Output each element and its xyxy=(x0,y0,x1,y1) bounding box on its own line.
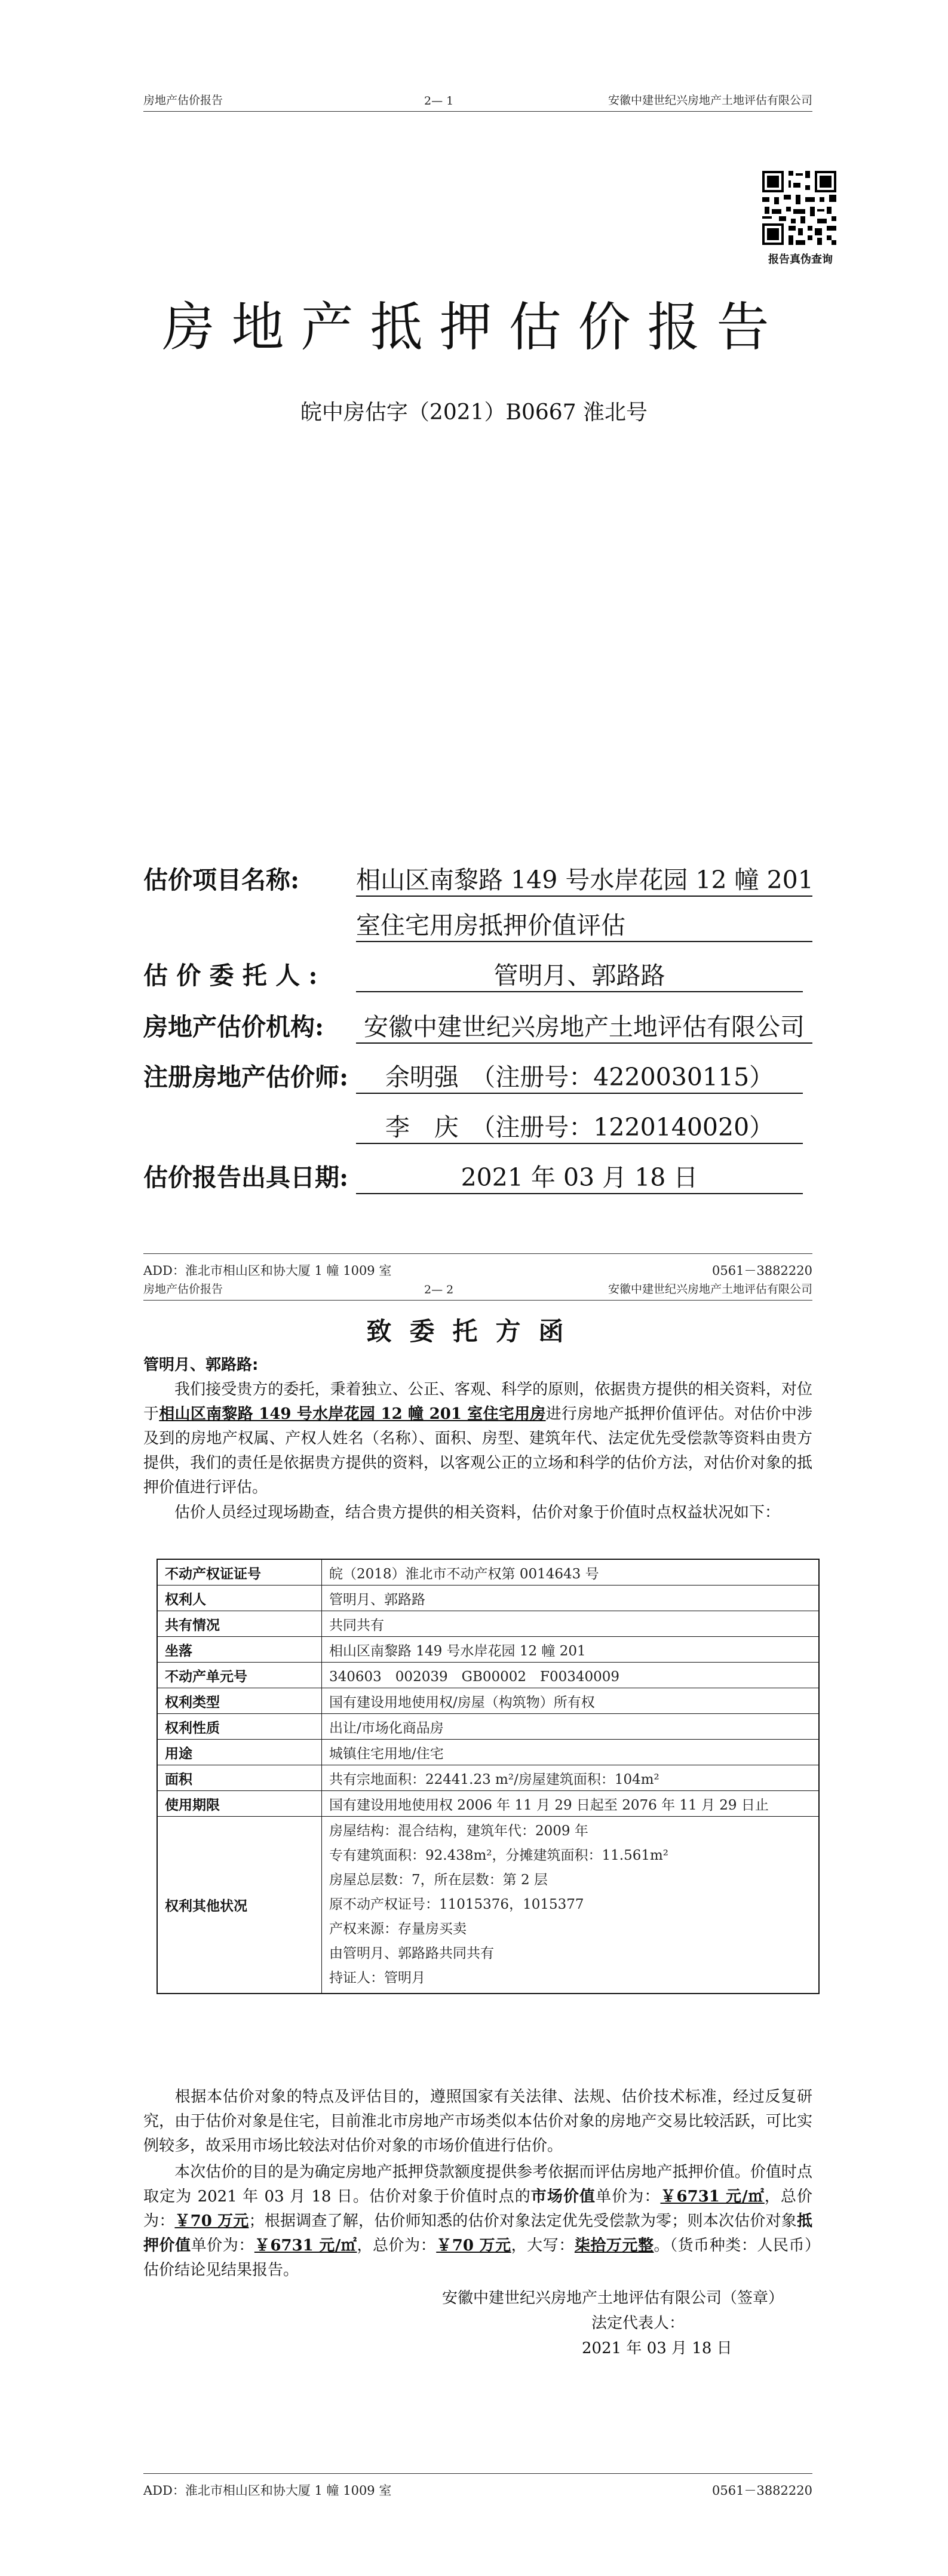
market-value-label: 市场价值 xyxy=(530,2188,596,2206)
field-agency xyxy=(143,1007,812,1043)
field-label-appraiser: 注册房地产估价师: xyxy=(143,1063,349,1091)
para1-property-address: 相山区南黎路 149 号水岸花园 12 幢 201 室住宅用房 xyxy=(159,1405,546,1423)
field-value-appraiser-2: 李 庆 （注册号：1220140020） xyxy=(356,1108,803,1144)
para4-text: ；根据调查了解，估价师知悉的估价对象法定优先受偿款为零；则本次估价对象 xyxy=(248,2212,797,2230)
para4-text: ，总价为： xyxy=(357,2237,437,2255)
header-left: 房地产估价报告 xyxy=(143,1283,223,1296)
field-label-client: 估 价 委 托 人 : xyxy=(143,961,318,990)
letter-salutation xyxy=(143,1353,812,1378)
table-value: 城镇住宅用地/住宅 xyxy=(322,1740,820,1765)
para4-text: ，总价为： xyxy=(143,2188,812,2230)
table-value: 皖（2018）淮北市不动产权第 0014643 号 xyxy=(322,1559,820,1586)
para1-text-a: 我们接受贵方的委托，秉着独立、公正、客观、科学的原则，依据贵方提供的相关资料，对位于 xyxy=(143,1381,812,1423)
para4-text: 单价为： xyxy=(191,2237,254,2255)
letter-title: 致委托方函 xyxy=(366,1317,582,1346)
table-row xyxy=(157,1714,819,1740)
table-value: 共同共有 xyxy=(322,1611,820,1637)
field-label-date: 估价报告出具日期: xyxy=(143,1163,349,1192)
table-value: 相山区南黎路 149 号水岸花园 12 幢 201 xyxy=(322,1637,820,1663)
table-row xyxy=(157,1740,819,1765)
header-company: 安徽中建世纪兴房地产土地评估有限公司 xyxy=(608,94,812,107)
footer-phone: 0561－3882220 xyxy=(712,2483,812,2498)
report-title: 房地产抵押估价报告 xyxy=(162,296,786,358)
footer-address: ADD：淮北市相山区和协大厦 1 幢 1009 室 xyxy=(143,2483,392,2498)
footer-phone: 0561－3882220 xyxy=(712,1264,812,1278)
table-row xyxy=(157,1688,819,1714)
table-value: 出让/市场化商品房 xyxy=(322,1714,820,1740)
table-row xyxy=(157,1559,819,1586)
letter-paragraph-1 xyxy=(143,1378,812,1500)
table-key: 权利其他状况 xyxy=(157,1817,322,1994)
letter-paragraph-3 xyxy=(143,2085,812,2158)
field-value-client: 管明月、郭路路 xyxy=(356,956,803,992)
other-line: 由管明月、郭路路共同共有 xyxy=(329,1946,494,1961)
qr-caption: 报告真伪查询 xyxy=(768,253,833,266)
table-key: 不动产权证证号 xyxy=(157,1559,322,1586)
table-key: 共有情况 xyxy=(157,1611,322,1637)
field-value-appraiser-1: 余明强 （注册号：4220030115） xyxy=(356,1057,803,1094)
header-left: 房地产估价报告 xyxy=(143,94,223,107)
table-row xyxy=(157,1663,819,1688)
table-row xyxy=(157,1765,819,1791)
report-number: 皖中房估字（2021）B0667 淮北号 xyxy=(300,400,648,425)
table-key: 面积 xyxy=(157,1765,322,1791)
table-key: 不动产单元号 xyxy=(157,1663,322,1688)
para2-text: 估价人员经过现场勘查，结合贵方提供的相关资料，估价对象于价值时点权益状况如下： xyxy=(174,1504,781,1522)
table-row xyxy=(157,1637,819,1663)
signature-company: 安徽中建世纪兴房地产土地评估有限公司（签章） xyxy=(442,2289,784,2307)
field-value-project-2: 室住宅用房抵押价值评估 xyxy=(356,906,812,942)
other-line: 原不动产权证号：11015376，1015377 xyxy=(329,1897,584,1912)
table-key: 权利性质 xyxy=(157,1714,322,1740)
table-value: 340603 002039 GB00002 F00340009 xyxy=(322,1663,820,1688)
table-value: 国有建设用地使用权/房屋（构筑物）所有权 xyxy=(322,1688,820,1714)
para4-text: 单价为： xyxy=(596,2188,661,2206)
field-label-project: 估价项目名称: xyxy=(143,866,300,894)
table-row xyxy=(157,1611,819,1637)
other-line: 持证人：管明月 xyxy=(329,1970,425,1986)
table-value: 管明月、郭路路 xyxy=(322,1586,820,1611)
mortgage-unit-price: ￥6731 元/㎡ xyxy=(254,2237,357,2255)
para3-text: 根据本估价对象的特点及评估目的，遵照国家有关法律、法规、估价技术标准，经过反复研究，由于估价对象是住宅，目前淮北市房地产市场类似本估价对象的房地产交易比较活跃，可比实例较多，故采用市场比较法对估价对象的市场价值进行估价。 xyxy=(143,2088,812,2155)
footer-address: ADD：淮北市相山区和协大厦 1 幢 1009 室 xyxy=(143,1264,392,1278)
market-total-price: ￥70 万元 xyxy=(174,2212,249,2230)
field-project xyxy=(143,860,812,896)
other-line: 专有建筑面积：92.438m²，分摊建筑面积：11.561m² xyxy=(329,1848,669,1863)
table-key: 使用期限 xyxy=(157,1791,322,1817)
table-value: 共有宗地面积：22441.23 m²/房屋建筑面积：104m² xyxy=(322,1765,820,1791)
table-value-multiline xyxy=(322,1817,820,1994)
table-row-other xyxy=(157,1817,819,1994)
field-value-agency: 安徽中建世纪兴房地产土地评估有限公司 xyxy=(356,1007,812,1044)
para4-text: 。（货币种类：人民币） 估价结论见结果报告。 xyxy=(143,2237,829,2279)
market-unit-price: ￥6731 元/㎡ xyxy=(660,2188,765,2206)
property-rights-table xyxy=(157,1559,820,1994)
field-value-project-1: 相山区南黎路 149 号水岸花园 12 幢 201 xyxy=(356,860,812,897)
table-row xyxy=(157,1791,819,1817)
amount-in-words: 柒拾万元整 xyxy=(574,2237,654,2255)
table-key: 坐落 xyxy=(157,1637,322,1663)
header-page-number: 2— 1 xyxy=(424,94,454,108)
mortgage-value-label: 抵押价值 xyxy=(143,2212,812,2255)
para4-text: ，大写： xyxy=(511,2237,575,2255)
mortgage-total-price: ￥70 万元 xyxy=(436,2237,511,2255)
table-value: 国有建设用地使用权 2006 年 11 月 29 日起至 2076 年 11 月 29 日止 xyxy=(322,1791,820,1817)
field-label-agency: 房地产估价机构: xyxy=(143,1013,324,1041)
field-value-date: 2021 年 03 月 18 日 xyxy=(356,1158,803,1194)
field-appraiser xyxy=(143,1057,812,1093)
qr-code-icon xyxy=(760,168,839,247)
field-date xyxy=(143,1158,812,1194)
field-client xyxy=(143,956,812,992)
page-header xyxy=(143,1278,812,1301)
para1-text-b: 进行房地产抵押价值评估。对估价中涉及到的房地产权属、产权人姓名（名称）、面积、房型、建筑年代、法定优先受偿款等资料由贵方提供，我们的责任是依据贵方提供的资料，以客观公正的立场和科学的估价方法，对估价对象的抵押价值进行评估。 xyxy=(143,1405,812,1496)
header-page-number: 2— 2 xyxy=(424,1283,454,1296)
other-line: 房屋结构：混合结构，建筑年代：2009 年 xyxy=(329,1823,588,1839)
letter-paragraph-4 xyxy=(143,2160,829,2283)
other-line: 房屋总层数：7，所在层数：第 2 层 xyxy=(329,1872,548,1888)
table-key: 用途 xyxy=(157,1740,322,1765)
table-row xyxy=(157,1586,819,1611)
signature-date: 2021 年 03 月 18 日 xyxy=(582,2339,732,2357)
page-footer xyxy=(143,2473,812,2504)
letter-paragraph-2 xyxy=(143,1501,812,1525)
para4-text: 本次估价的目的是为确定房地产抵押贷款额度提供参考依据而评估房地产抵押价值。价值时点取定为 2021 年 03 月 18 日。估价对象于价值时点的 xyxy=(143,2163,812,2206)
salutation-text: 管明月、郭路路: xyxy=(143,1356,259,1374)
header-company: 安徽中建世纪兴房地产土地评估有限公司 xyxy=(608,1283,812,1296)
other-line: 产权来源：存量房买卖 xyxy=(329,1921,467,1937)
table-key: 权利人 xyxy=(157,1586,322,1611)
signature-legal-rep: 法定代表人： xyxy=(591,2314,685,2332)
table-key: 权利类型 xyxy=(157,1688,322,1714)
page-header xyxy=(143,90,812,112)
